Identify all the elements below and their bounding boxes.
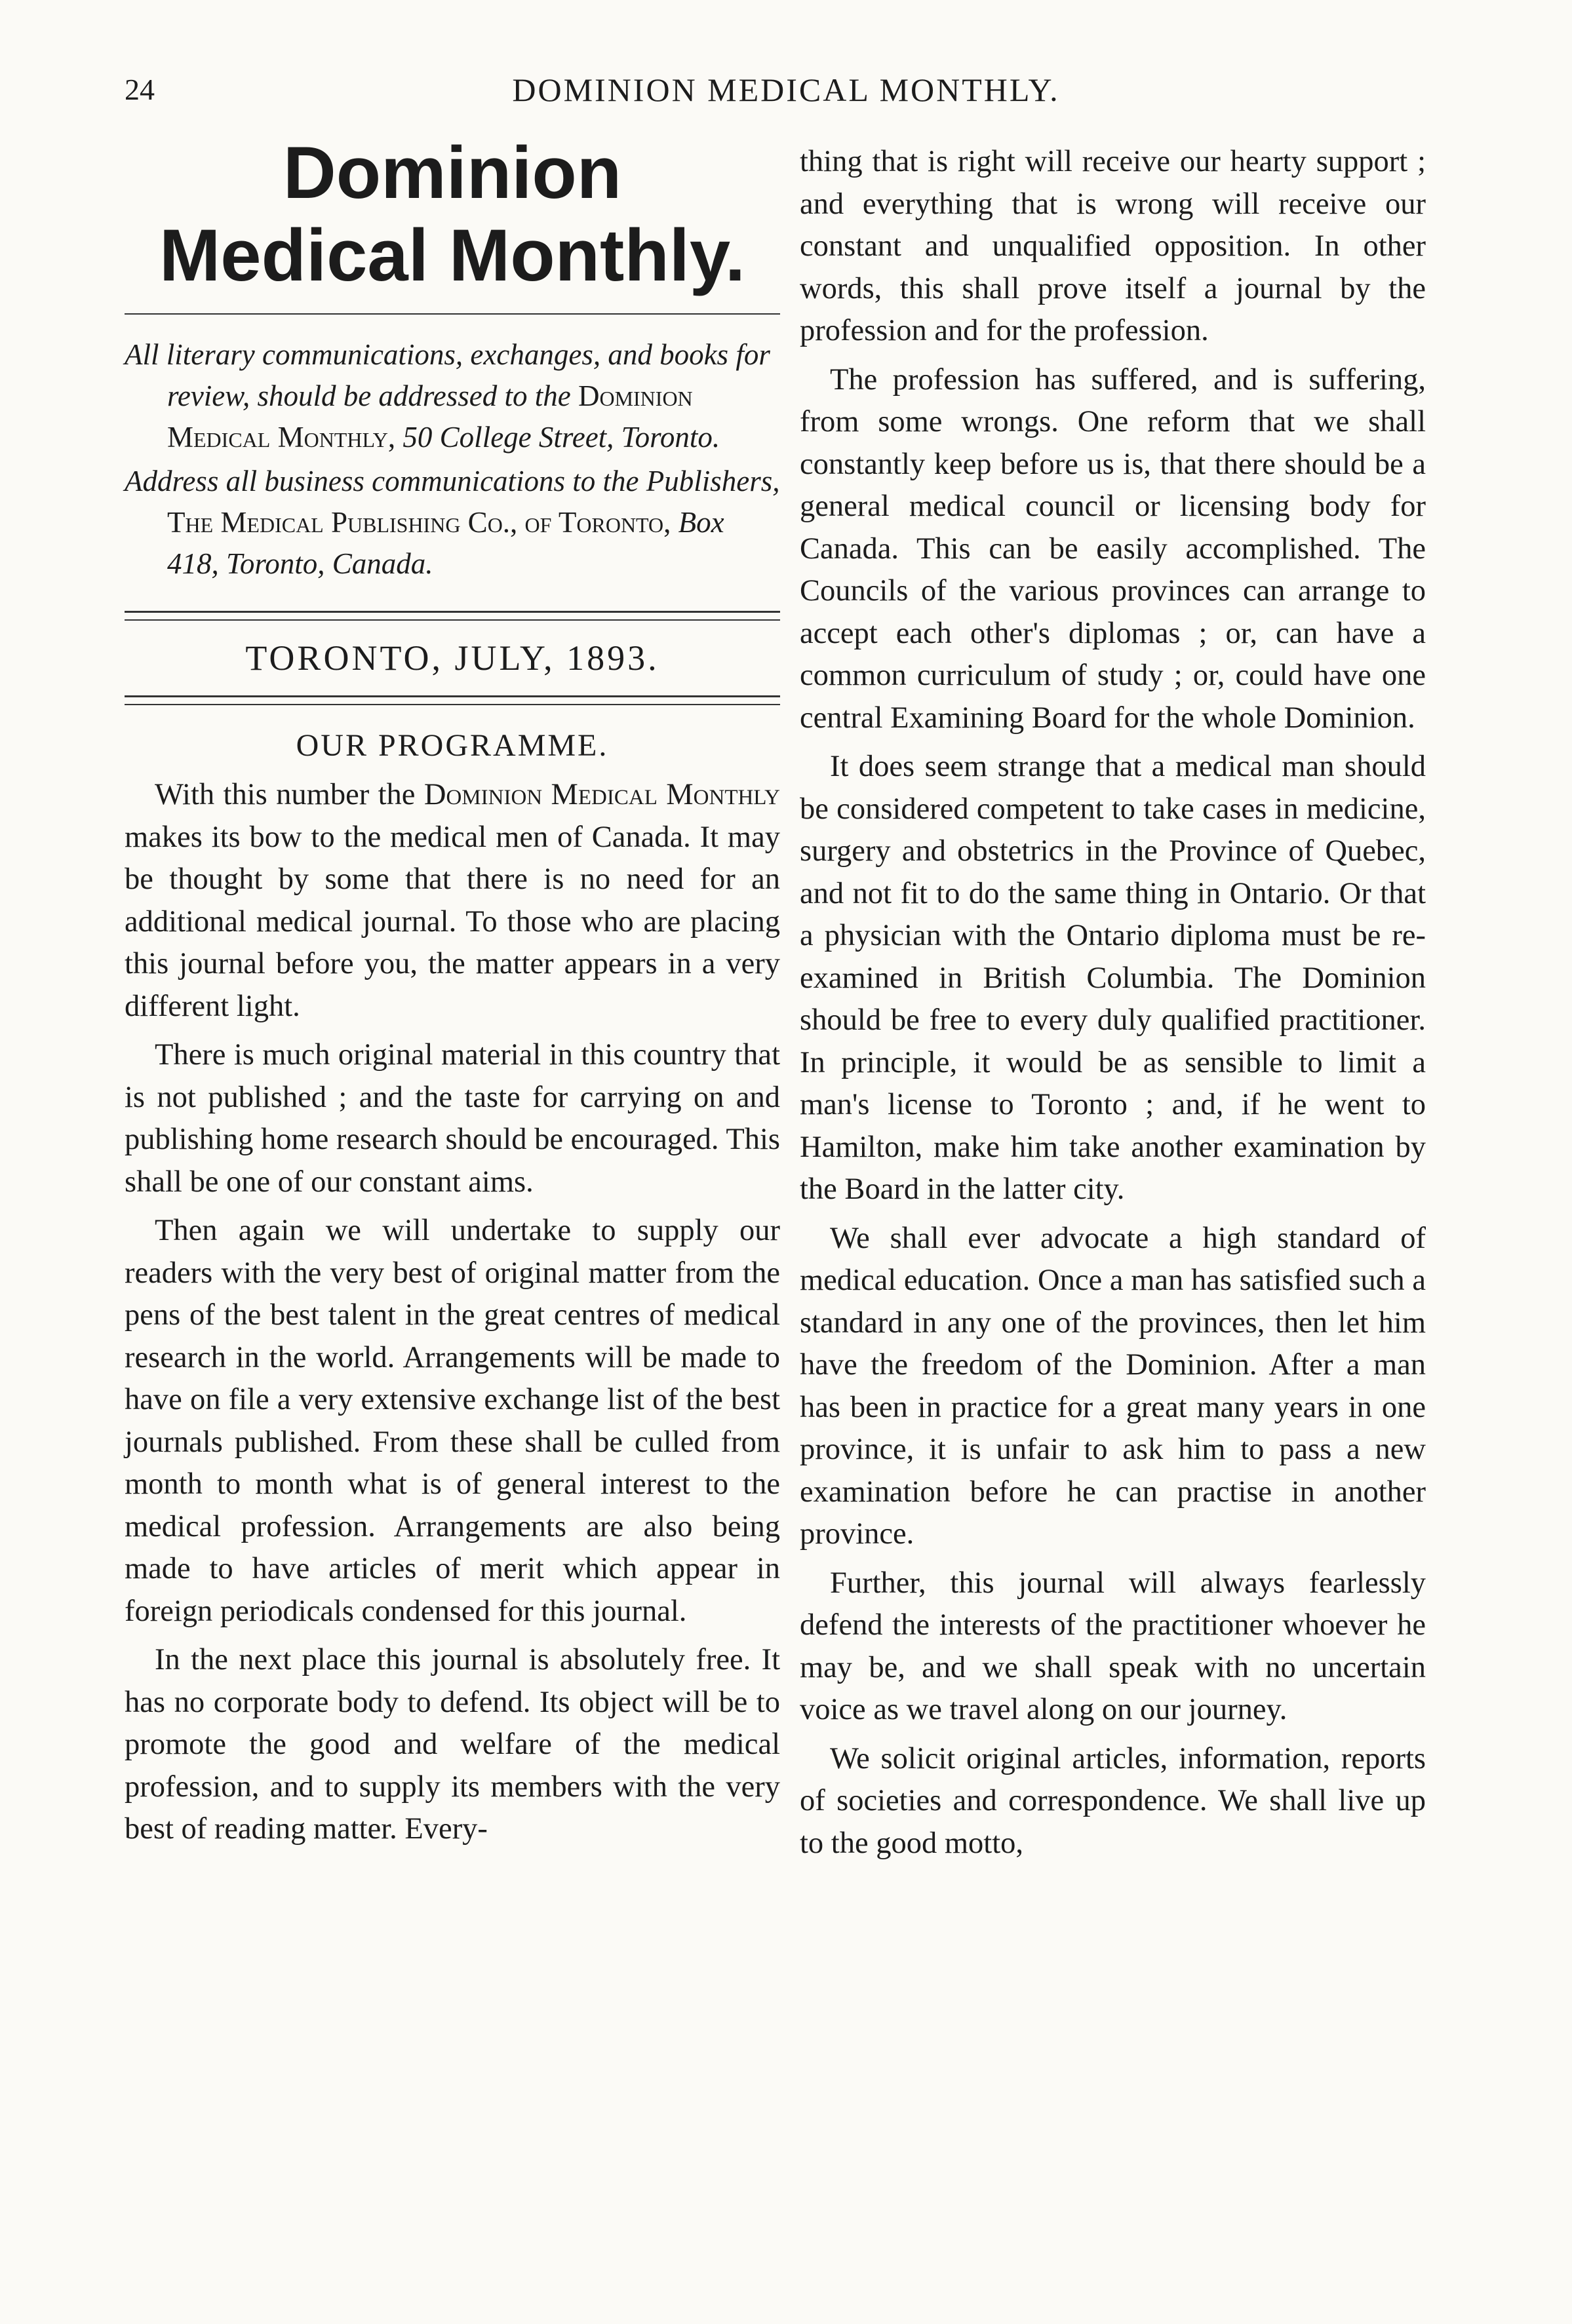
- paragraph: Then again we will undertake to supply our readers with the very best of original matter from the pens of the best talent in the great centres of medical research in the world. Arrangements will be made to have on file a very extensive exchange list of the best journals published. From these shall be culled from month to month what is of general interest to the medical profession. Arrangements are also being made to have articles of merit which appear in foreign periodicals condensed for this journal.: [125, 1214, 780, 1628]
- page-number: 24: [125, 73, 155, 106]
- notice-text: Box 418, Toronto, Canada.: [167, 506, 724, 581]
- business-notice: [125, 461, 780, 585]
- section-heading: OUR PROGRAMME.: [296, 728, 609, 764]
- notice-text-caps: Dominion Medical Monthly,: [167, 379, 693, 454]
- masthead-rule: [125, 313, 780, 315]
- paragraph: There is much original material in this country that is not published ; and the taste for carrying on and publishing home research should be encouraged. This shall be one of our constant aims.: [125, 1038, 780, 1199]
- notice-text-caps: The Medical Publishing Co., of Toronto,: [167, 506, 671, 539]
- running-title: DOMINION MEDICAL MONTHLY.: [512, 71, 1060, 108]
- paragraph-continuation: thing that is right will receive our hearty support ; and everything that is wrong will receive our constant and unqualified opposition. In other words, this shall prove itself a journal by the profession and for the profession.: [800, 145, 1426, 347]
- divider: [125, 619, 780, 621]
- left-column: [125, 134, 780, 1857]
- paragraph-text: makes its bow to the medical men of Canada. It may be thought by some that there is no need for an additional medical journal. To those who are placing this journal before you, the matter appears in a very different light.: [125, 820, 780, 1023]
- divider: [125, 611, 780, 613]
- paragraph-text: With this number the: [155, 778, 424, 812]
- masthead-line-1: Dominion: [283, 132, 622, 214]
- divider: [125, 313, 780, 315]
- right-column: [800, 141, 1426, 1871]
- masthead: [125, 134, 780, 294]
- paragraph-text-caps: Dominion Medical Monthly: [423, 778, 780, 812]
- divider: [125, 704, 780, 705]
- paragraph: In the next place this journal is absolutely free. It has no corporate body to defend. Its object will be to promote the good and welfare of the medical profession, and to supply its members with the very best of reading matter. Every-: [125, 1643, 780, 1846]
- paragraph: We shall ever advocate a high standard of medical education. Once a man has satisfied such a standard in any one of the provinces, then let him have the freedom of the Dominion. After a man has been in practice for a great many years in one province, it is unfair to ask him to pass a new examination before he can practise in another province.: [800, 1221, 1426, 1551]
- dateline: TORONTO, JULY, 1893.: [245, 638, 659, 678]
- dateline-rule-top: [125, 611, 780, 621]
- paragraph: The profession has suffered, and is suffering, from some wrongs. One reform that we shall constantly keep before us is, that there should be a general medical council or licensing body for Canada. This can be easily accomplished. The Councils of the various provinces can arrange to accept each other's diplomas ; or, can have a common curriculum of study ; or, could have one central Examining Board for the whole Dominion.: [800, 362, 1426, 735]
- divider: [125, 695, 780, 697]
- masthead-line-2: Medical Monthly.: [159, 214, 745, 296]
- dateline-rule-bottom: [125, 695, 780, 705]
- paragraph: We solicit original articles, information, reports of societies and correspondence. We shall live up to the good motto,: [800, 1741, 1426, 1860]
- notice-text: Address all business communications to the Publishers,: [125, 465, 780, 498]
- paragraph: [125, 774, 780, 1028]
- editorial-notice: [125, 334, 780, 458]
- notice-text: 50 College Street, Toronto.: [395, 421, 720, 454]
- running-head: [0, 66, 1572, 111]
- paragraph: It does seem strange that a medical man should be considered competent to take cases in medicine, surgery and obstetrics in the Province of Quebec, and not fit to do the same thing in Ontario. Or that a physician with the Ontario diploma must be re-examined in British Columbia. The Dominion should be free to every duly qualified practitioner. In principle, it would be as sensible to limit a man's license to Toronto ; and, if he went to Hamilton, make him take another examination by the Board in the latter city.: [800, 750, 1426, 1206]
- notice-text: All literary communications, exchanges, and books for review, should be addressed to the: [125, 338, 770, 413]
- paragraph: Further, this journal will always fearlessly defend the interests of the practitioner whoever he may be, and we shall speak with no uncertain voice as we travel along on our journey.: [800, 1566, 1426, 1726]
